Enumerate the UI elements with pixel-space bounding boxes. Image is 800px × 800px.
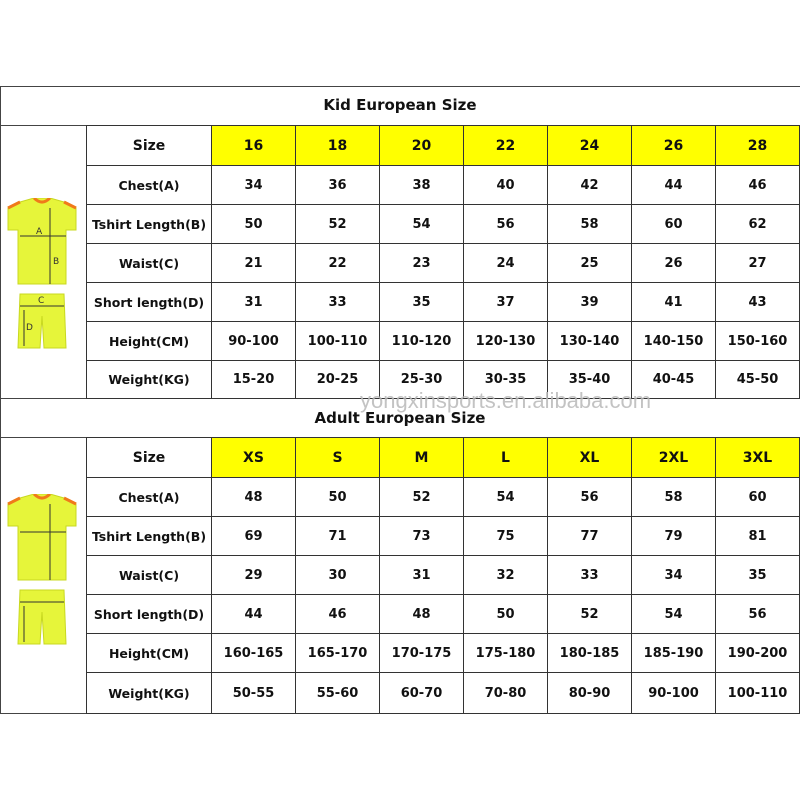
table-cell: 56	[464, 205, 548, 244]
table-cell: 42	[548, 166, 632, 205]
table-cell: 58	[632, 478, 716, 517]
table-cell: 34	[212, 166, 296, 205]
row-label: Weight(KG)	[87, 361, 212, 399]
size-header-cell: 20	[380, 126, 464, 166]
table-row	[87, 438, 800, 478]
row-label: Short length(D)	[87, 595, 212, 634]
table-cell: 69	[212, 517, 296, 556]
table-cell: 44	[632, 166, 716, 205]
table-cell: 54	[380, 205, 464, 244]
table-cell: 38	[380, 166, 464, 205]
table-cell: 79	[632, 517, 716, 556]
table-cell: 58	[548, 205, 632, 244]
table-cell: 160-165	[212, 634, 296, 673]
table-cell: 44	[212, 595, 296, 634]
diagram-letter-a: A	[36, 227, 43, 237]
table-cell: 75	[464, 517, 548, 556]
size-header-cell: 26	[632, 126, 716, 166]
table-row	[87, 283, 800, 322]
table-cell: 50-55	[212, 673, 296, 714]
table-cell: 41	[632, 283, 716, 322]
watermark-text: yongxinsports.en.alibaba.com	[360, 388, 652, 413]
size-header-cell: M	[380, 438, 464, 478]
table-cell: 150-160	[716, 322, 800, 361]
table-cell: 100-110	[296, 322, 380, 361]
table-cell: 165-170	[296, 634, 380, 673]
table-cell: 140-150	[632, 322, 716, 361]
adult-size-table	[86, 437, 800, 714]
table-cell: 52	[296, 205, 380, 244]
table-row	[87, 517, 800, 556]
table-cell: 60	[632, 205, 716, 244]
table-cell: 73	[380, 517, 464, 556]
table-cell: 22	[296, 244, 380, 283]
table-row	[87, 556, 800, 595]
table-cell: 39	[548, 283, 632, 322]
table-cell: 90-100	[632, 673, 716, 714]
table-cell: 32	[464, 556, 548, 595]
table-cell: 30	[296, 556, 380, 595]
table-row	[87, 244, 800, 283]
table-cell: 40-45	[632, 361, 716, 399]
table-cell: 56	[548, 478, 632, 517]
table-cell: 48	[380, 595, 464, 634]
table-cell: 60	[716, 478, 800, 517]
table-cell: 62	[716, 205, 800, 244]
table-cell: 90-100	[212, 322, 296, 361]
table-cell: 35	[716, 556, 800, 595]
size-header-cell: 28	[716, 126, 800, 166]
table-cell: 55-60	[296, 673, 380, 714]
table-cell: 60-70	[380, 673, 464, 714]
table-cell: 21	[212, 244, 296, 283]
size-header-cell: 18	[296, 126, 380, 166]
table-cell: 110-120	[380, 322, 464, 361]
table-cell: 52	[548, 595, 632, 634]
table-cell: 130-140	[548, 322, 632, 361]
table-cell: 54	[464, 478, 548, 517]
table-cell: 52	[380, 478, 464, 517]
table-cell: 23	[380, 244, 464, 283]
row-label: Waist(C)	[87, 244, 212, 283]
table-cell: 20-25	[296, 361, 380, 399]
size-header-cell: 24	[548, 126, 632, 166]
table-row	[87, 595, 800, 634]
table-cell: 35-40	[548, 361, 632, 399]
table-cell: 71	[296, 517, 380, 556]
table-cell: 29	[212, 556, 296, 595]
row-label: Tshirt Length(B)	[87, 517, 212, 556]
table-row	[87, 673, 800, 714]
adult-section-title: Adult European Size	[314, 409, 486, 427]
size-header-cell: L	[464, 438, 548, 478]
table-cell: 46	[296, 595, 380, 634]
size-header-cell: 22	[464, 126, 548, 166]
table-cell: 81	[716, 517, 800, 556]
size-header-cell: 3XL	[716, 438, 800, 478]
size-header-label: Size	[87, 438, 212, 478]
adult-jersey-diagram	[6, 494, 78, 646]
table-cell: 40	[464, 166, 548, 205]
table-cell: 120-130	[464, 322, 548, 361]
diagram-letter-b: B	[53, 257, 60, 267]
table-cell: 54	[632, 595, 716, 634]
row-label: Weight(KG)	[87, 673, 212, 714]
table-cell: 180-185	[548, 634, 632, 673]
size-header-cell: XL	[548, 438, 632, 478]
table-row	[87, 322, 800, 361]
row-label: Chest(A)	[87, 478, 212, 517]
table-cell: 31	[380, 556, 464, 595]
row-label: Height(CM)	[87, 634, 212, 673]
table-cell: 175-180	[464, 634, 548, 673]
size-header-label: Size	[87, 126, 212, 166]
table-cell: 100-110	[716, 673, 800, 714]
jersey-shirt	[8, 198, 76, 284]
row-label: Waist(C)	[87, 556, 212, 595]
table-row	[87, 205, 800, 244]
table-cell: 56	[716, 595, 800, 634]
size-header-cell: XS	[212, 438, 296, 478]
diagram-letter-c: C	[38, 296, 45, 306]
table-cell: 45-50	[716, 361, 800, 399]
table-row	[87, 478, 800, 517]
table-cell: 185-190	[632, 634, 716, 673]
table-cell: 31	[212, 283, 296, 322]
table-cell: 26	[632, 244, 716, 283]
size-header-cell: S	[296, 438, 380, 478]
table-cell: 25-30	[380, 361, 464, 399]
table-cell: 48	[212, 478, 296, 517]
table-cell: 190-200	[716, 634, 800, 673]
table-cell: 27	[716, 244, 800, 283]
row-label: Short length(D)	[87, 283, 212, 322]
table-cell: 25	[548, 244, 632, 283]
table-cell: 43	[716, 283, 800, 322]
table-cell: 24	[464, 244, 548, 283]
diagram-letter-d: D	[26, 323, 33, 333]
top-border	[0, 86, 800, 87]
table-cell: 50	[296, 478, 380, 517]
row-label: Height(CM)	[87, 322, 212, 361]
jersey-shirt	[8, 494, 76, 580]
row-label: Chest(A)	[87, 166, 212, 205]
table-cell: 33	[548, 556, 632, 595]
table-cell: 37	[464, 283, 548, 322]
table-cell: 170-175	[380, 634, 464, 673]
kid-jersey-diagram	[6, 198, 78, 350]
table-cell: 46	[716, 166, 800, 205]
table-cell: 30-35	[464, 361, 548, 399]
table-cell: 33	[296, 283, 380, 322]
size-header-cell: 2XL	[632, 438, 716, 478]
table-row	[87, 634, 800, 673]
row-label: Tshirt Length(B)	[87, 205, 212, 244]
kid-size-table	[86, 125, 800, 399]
table-cell: 70-80	[464, 673, 548, 714]
kid-section-title: Kid European Size	[323, 96, 477, 114]
table-cell: 34	[632, 556, 716, 595]
table-row	[87, 166, 800, 205]
left-border	[0, 86, 1, 714]
size-header-cell: 16	[212, 126, 296, 166]
table-cell: 15-20	[212, 361, 296, 399]
table-cell: 36	[296, 166, 380, 205]
table-cell: 50	[464, 595, 548, 634]
table-cell: 35	[380, 283, 464, 322]
table-cell: 80-90	[548, 673, 632, 714]
table-row	[87, 126, 800, 166]
table-cell: 50	[212, 205, 296, 244]
table-cell: 77	[548, 517, 632, 556]
jersey-shorts	[18, 590, 66, 644]
